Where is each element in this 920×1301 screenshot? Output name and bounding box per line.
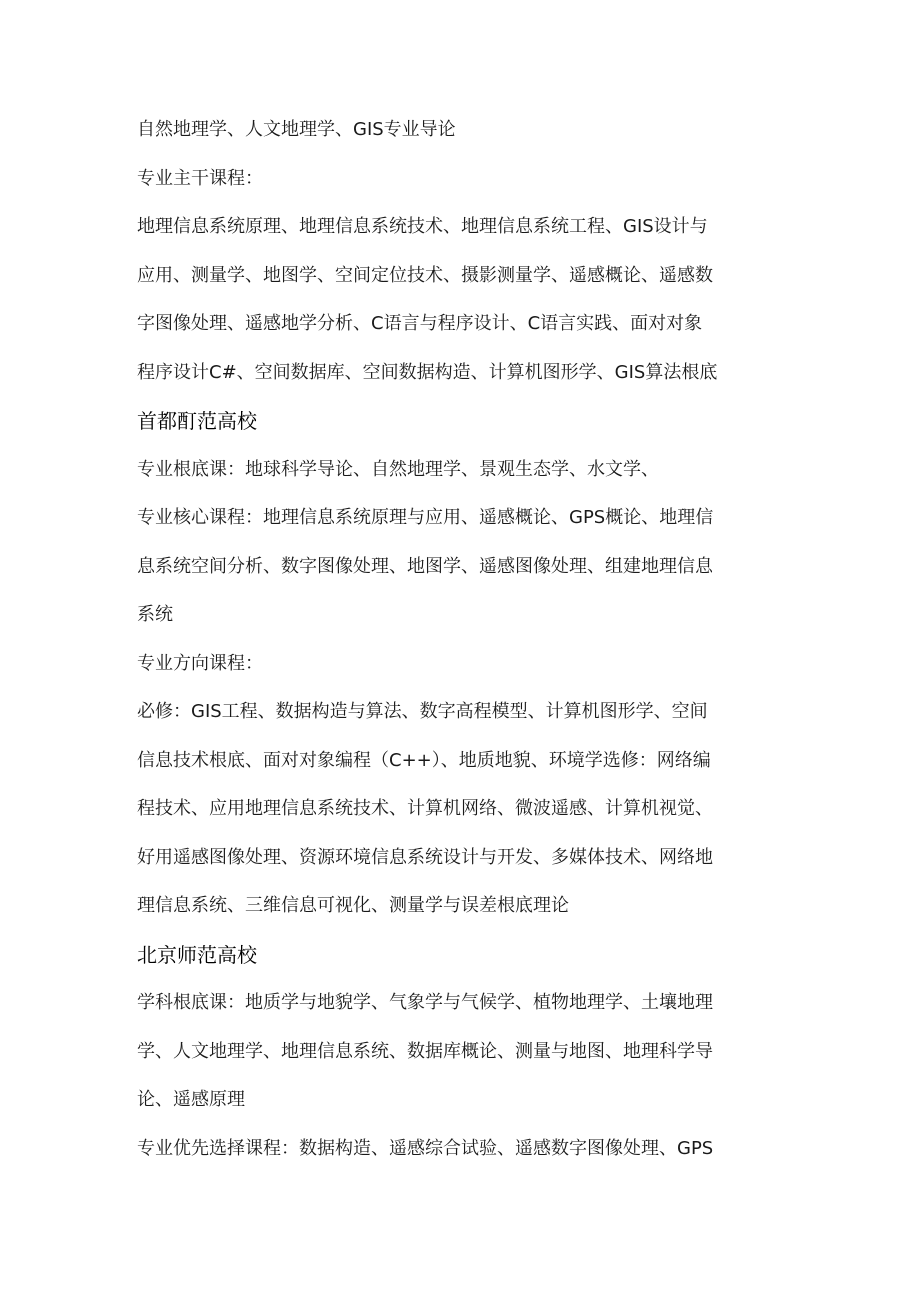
text-line: 学、人文地理学、地理信息系统、数据库概论、测量与地图、地理科学导 (137, 1040, 713, 1062)
text-line: 必修：GIS工程、数据构造与算法、数字高程模型、计算机图形学、空间 (137, 701, 708, 722)
text-line: 专业根底课：地球科学导论、自然地理学、景观生态学、水文学、 (137, 458, 659, 480)
text-line: 专业优先选择课程：数据构造、遥感综合试验、遥感数字图像处理、GPS (137, 1137, 714, 1159)
text-line: 自然地理学、人文地理学、GIS专业导论 (137, 119, 456, 140)
text-line: 论、遥感原理 (137, 1089, 245, 1110)
text-line: 程技术、应用地理信息系统技术、计算机网络、微波遥感、计算机视觉、 (137, 798, 713, 819)
text-line: 息系统空间分析、数字图像处理、地图学、遥感图像处理、组建地理信息 (137, 555, 713, 577)
text-line: 字图像处理、遥感地学分析、C语言与程序设计、C语言实践、面对对象 (137, 313, 703, 334)
text-line: 专业核心课程：地理信息系统原理与应用、遥感概论、GPS概论、地理信 (137, 507, 714, 528)
text-line: 应用、测量学、地图学、空间定位技术、摄影测量学、遥感概论、遥感数 (137, 264, 713, 286)
text-line: 理信息系统、三维信息可视化、测量学与误差根底理论 (137, 895, 569, 916)
text-line: 信息技术根底、面对对象编程（C++）、地质地貌、环境学选修：网络编 (137, 749, 711, 771)
section-heading: 首都酊范高校 (137, 409, 257, 433)
text-line: 好用遥感图像处理、资源环境信息系统设计与开发、多媒体技术、网络地 (137, 846, 713, 868)
text-line: 学科根底课：地质学与地貌学、气象学与气候学、植物地理学、土壤地理 (137, 992, 713, 1013)
text-line: 程序设计C#、空间数据库、空间数据构造、计算机图形学、GIS算法根底 (137, 361, 718, 383)
text-line: 地理信息系统原理、地理信息系统技术、地理信息系统工程、GIS设计与 (137, 216, 708, 237)
text-line: 专业主干课程： (137, 167, 263, 189)
text-line: 专业方向课程： (137, 652, 263, 674)
text-line: 系统 (137, 604, 173, 625)
document-page (137, 106, 787, 1173)
section-heading: 北京师范高校 (137, 942, 257, 967)
